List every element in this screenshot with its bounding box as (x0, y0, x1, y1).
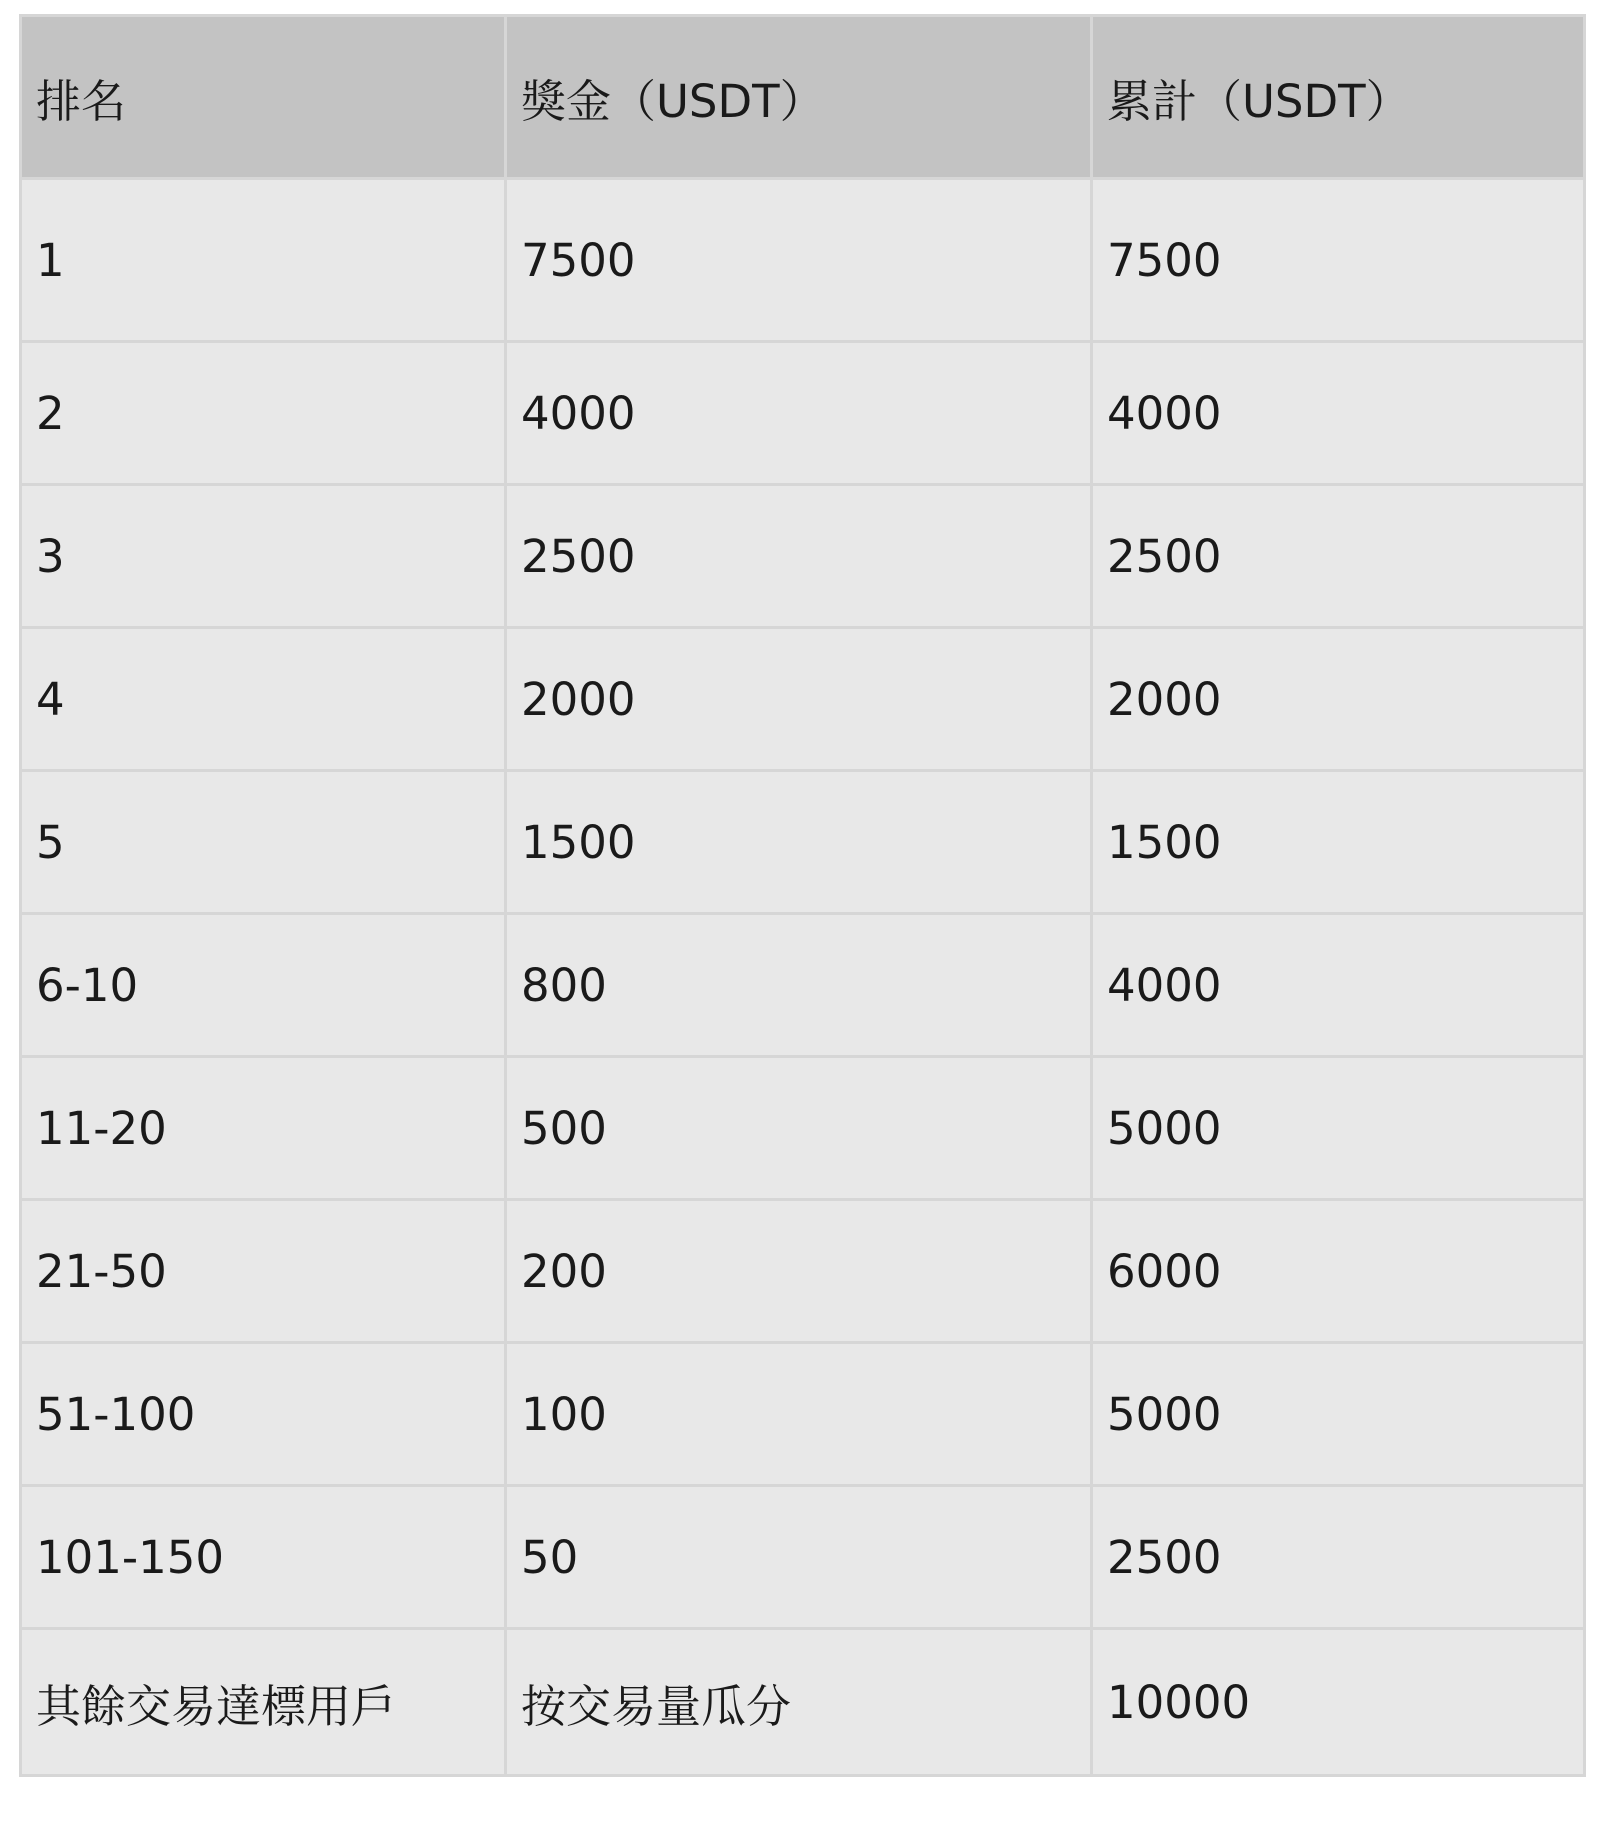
table-row (21, 1486, 1585, 1629)
rank-cell: 2 (21, 342, 506, 485)
prize-cell: 4000 (506, 342, 1092, 485)
cumulative-cell: 2000 (1092, 628, 1585, 771)
rank-cell: 5 (21, 771, 506, 914)
prize-cell: 按交易量瓜分 (506, 1629, 1092, 1776)
prize-cell: 800 (506, 914, 1092, 1057)
prize-cell: 2000 (506, 628, 1092, 771)
cumulative-cell: 5000 (1092, 1343, 1585, 1486)
rank-cell: 101-150 (21, 1486, 506, 1629)
cumulative-cell: 1500 (1092, 771, 1585, 914)
header-rank: 排名 (21, 16, 506, 179)
rank-cell: 51-100 (21, 1343, 506, 1486)
rank-cell: 11-20 (21, 1057, 506, 1200)
prize-cell: 7500 (506, 179, 1092, 342)
cumulative-cell: 5000 (1092, 1057, 1585, 1200)
table-row (21, 1629, 1585, 1776)
prize-cell: 2500 (506, 485, 1092, 628)
table-row (21, 914, 1585, 1057)
header-prize: 獎金（USDT） (506, 16, 1092, 179)
table-header-row (21, 16, 1585, 179)
cumulative-cell: 10000 (1092, 1629, 1585, 1776)
table-row (21, 1057, 1585, 1200)
table-row (21, 485, 1585, 628)
rank-cell: 其餘交易達標用戶 (21, 1629, 506, 1776)
table-row (21, 628, 1585, 771)
table-row (21, 342, 1585, 485)
header-cumulative: 累計（USDT） (1092, 16, 1585, 179)
rank-cell: 6-10 (21, 914, 506, 1057)
prize-cell: 200 (506, 1200, 1092, 1343)
rank-cell: 3 (21, 485, 506, 628)
rank-cell: 1 (21, 179, 506, 342)
rank-cell: 4 (21, 628, 506, 771)
cumulative-cell: 2500 (1092, 1486, 1585, 1629)
cumulative-cell: 4000 (1092, 914, 1585, 1057)
prize-table-container (19, 14, 1583, 1777)
rank-cell: 21-50 (21, 1200, 506, 1343)
table-row (21, 1200, 1585, 1343)
prize-cell: 50 (506, 1486, 1092, 1629)
table-row (21, 771, 1585, 914)
prize-cell: 100 (506, 1343, 1092, 1486)
prize-cell: 1500 (506, 771, 1092, 914)
cumulative-cell: 2500 (1092, 485, 1585, 628)
prize-table (19, 14, 1586, 1777)
table-row (21, 179, 1585, 342)
cumulative-cell: 7500 (1092, 179, 1585, 342)
prize-cell: 500 (506, 1057, 1092, 1200)
table-row (21, 1343, 1585, 1486)
cumulative-cell: 6000 (1092, 1200, 1585, 1343)
cumulative-cell: 4000 (1092, 342, 1585, 485)
